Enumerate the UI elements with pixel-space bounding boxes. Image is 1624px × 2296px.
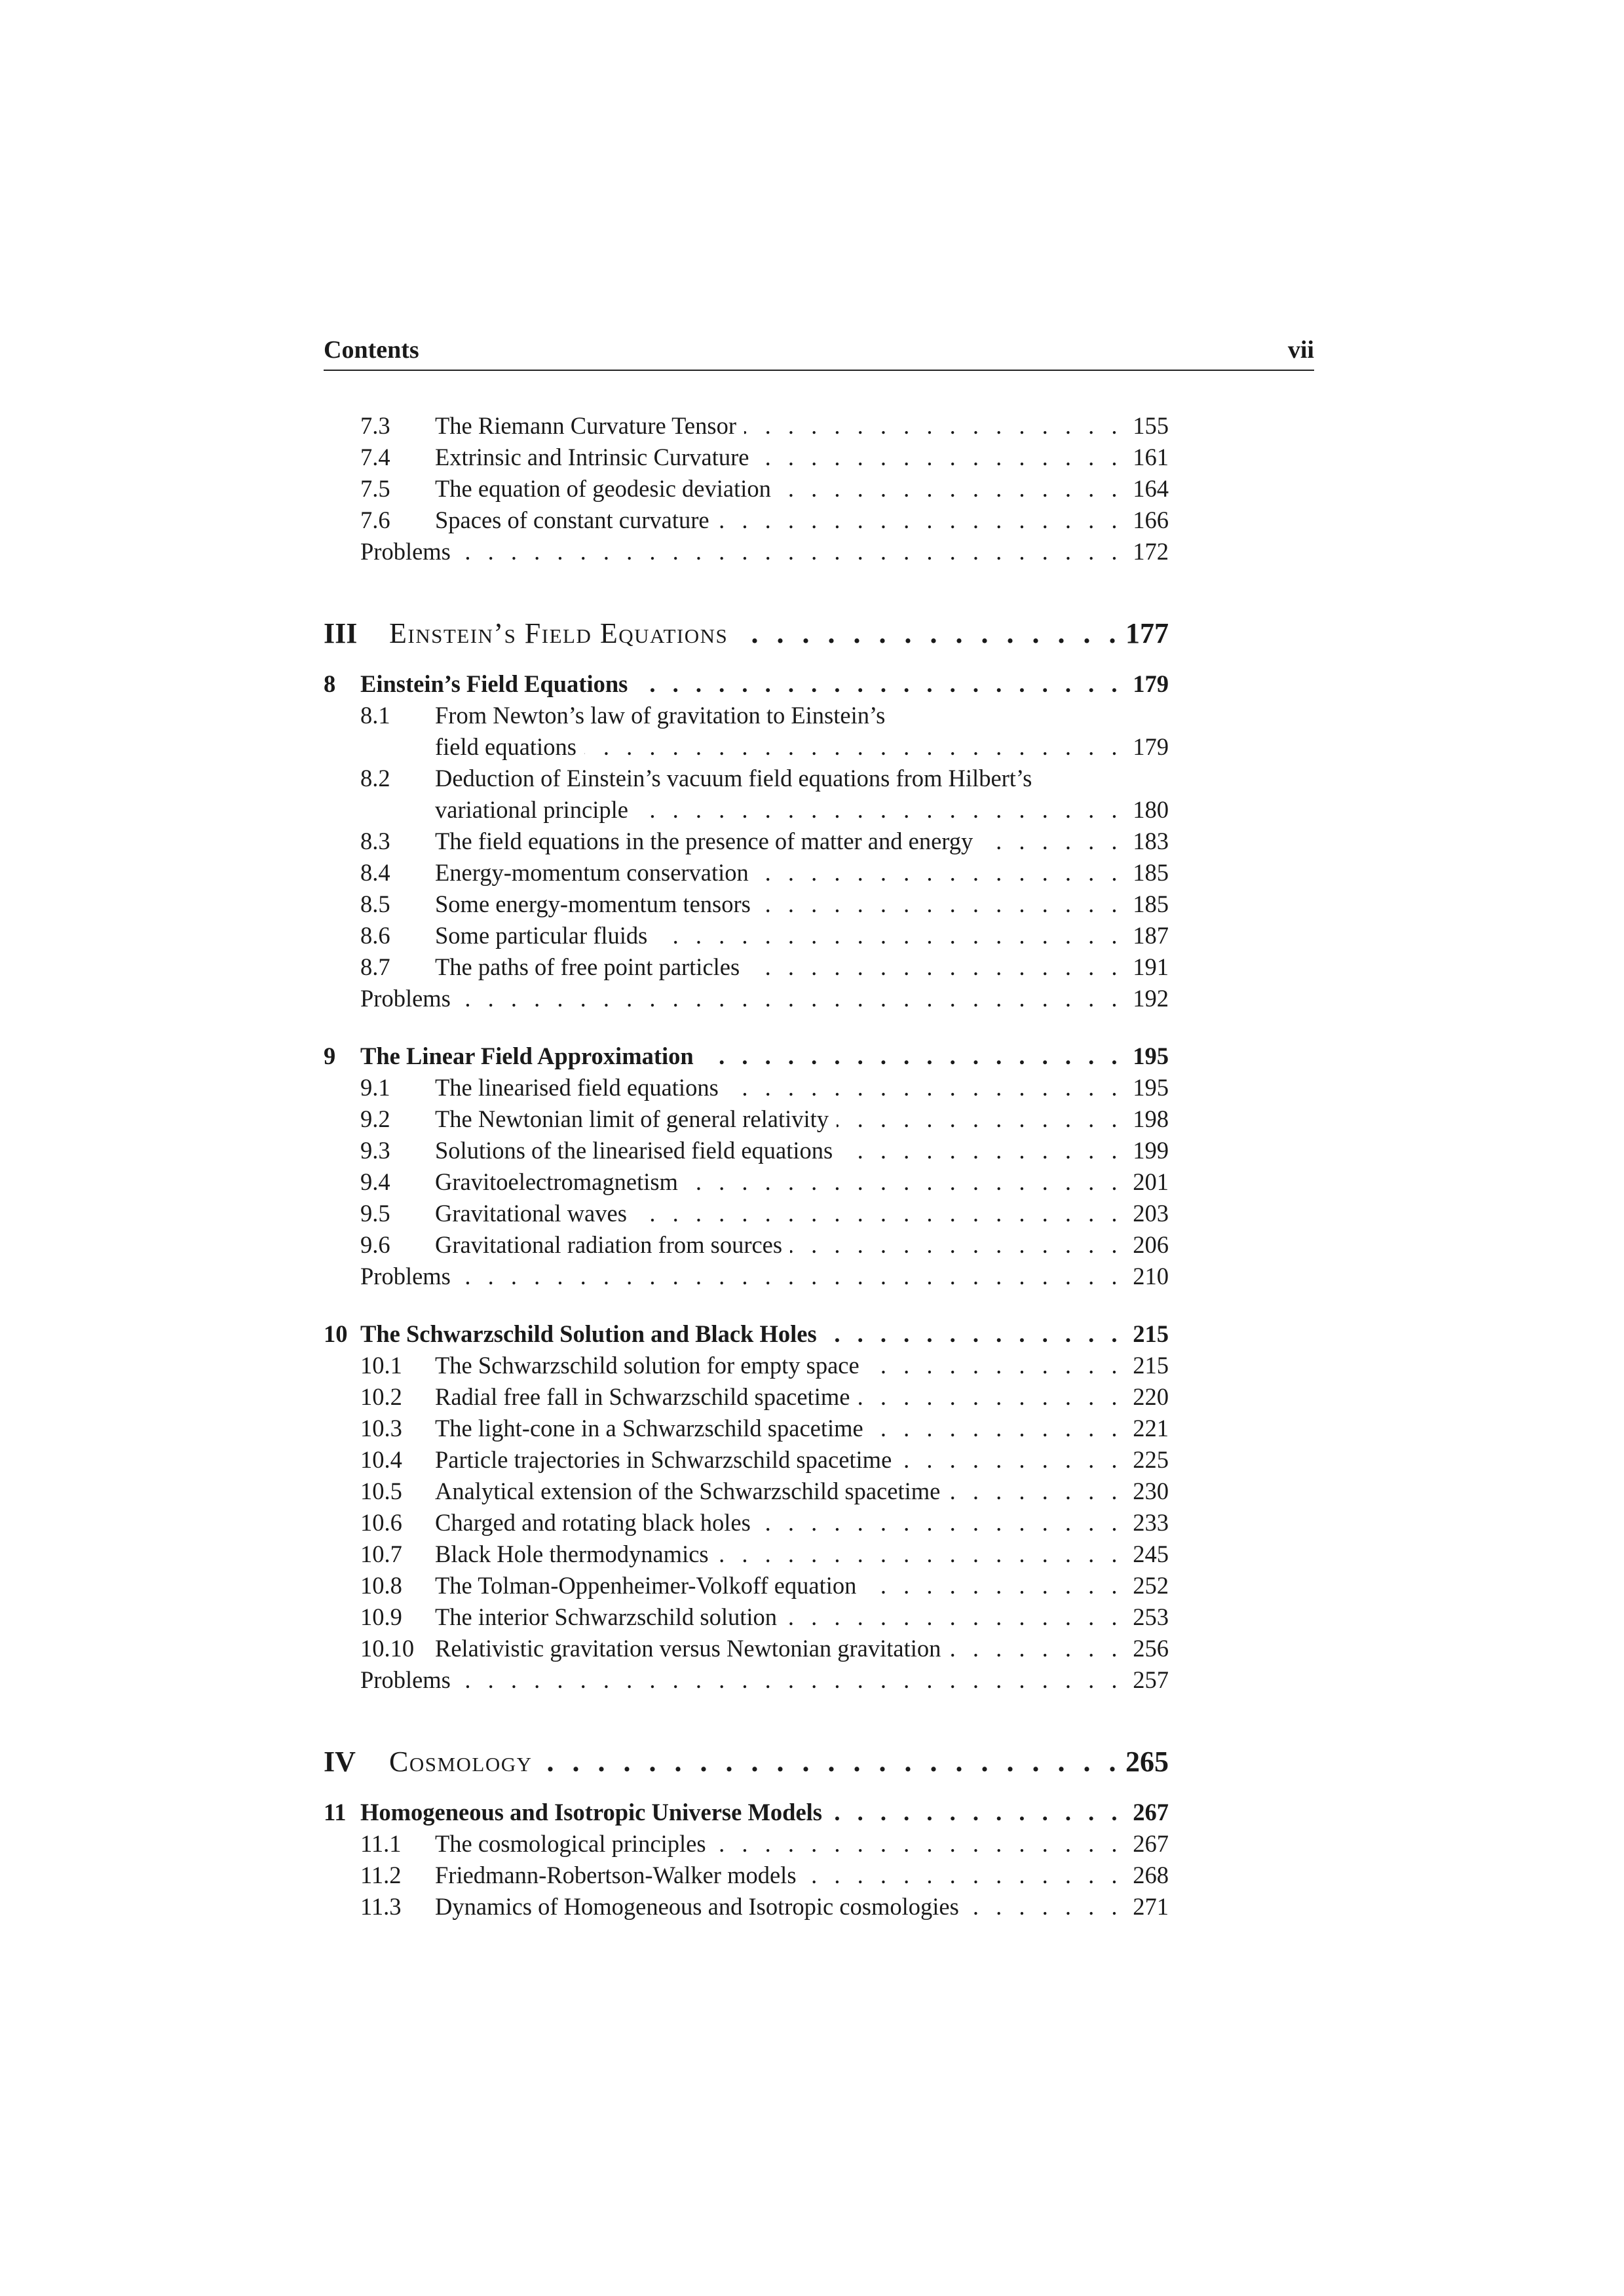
section-number: 8.4 <box>360 859 390 886</box>
section-page: 199 <box>1133 1137 1169 1164</box>
chapter-number: 8 <box>324 670 336 697</box>
section-number: 8.1 <box>360 702 390 729</box>
section-title-continued: field equations <box>435 733 576 760</box>
dot-leader <box>584 731 1123 763</box>
section-number: 9.5 <box>360 1200 390 1227</box>
dot-leader <box>867 1350 1123 1381</box>
section-page: 164 <box>1133 475 1169 502</box>
chapter-title: Homogeneous and Isotropic Universe Models <box>360 1799 822 1826</box>
problems-page: 192 <box>1133 985 1169 1012</box>
problems-page: 210 <box>1133 1263 1169 1290</box>
toc-section-8-5[interactable] <box>324 889 1169 920</box>
section-title: Gravitational radiation from sources <box>435 1231 783 1258</box>
section-number: 10.1 <box>360 1352 402 1379</box>
toc-section-8-6[interactable] <box>324 920 1169 951</box>
dot-leader <box>825 1318 1123 1350</box>
dot-leader <box>747 951 1123 983</box>
dot-leader <box>636 794 1123 826</box>
toc-section-7-4[interactable] <box>324 442 1169 473</box>
section-page: 185 <box>1133 890 1169 917</box>
section-title: Particle trajectories in Schwarzschild spacetime <box>435 1446 892 1473</box>
section-number: 10.2 <box>360 1383 402 1410</box>
toc-section-7-5[interactable] <box>324 473 1169 505</box>
dot-leader <box>459 1664 1123 1696</box>
part-page: 177 <box>1125 617 1169 649</box>
section-title: Charged and rotating black holes <box>435 1509 751 1536</box>
part-number: IV <box>324 1746 356 1778</box>
section-page: 233 <box>1133 1509 1169 1536</box>
dot-leader <box>899 1444 1123 1476</box>
section-page: 195 <box>1133 1074 1169 1101</box>
section-title: Extrinsic and Intrinsic Curvature <box>435 444 749 470</box>
dot-leader <box>790 1229 1123 1261</box>
chapter-page: 215 <box>1133 1320 1169 1347</box>
dot-leader <box>717 1539 1123 1570</box>
section-number: 7.3 <box>360 412 390 439</box>
chapter-number: 11 <box>324 1799 347 1826</box>
section-page: 220 <box>1133 1383 1169 1410</box>
dot-leader <box>967 1891 1123 1923</box>
section-title: Deduction of Einstein’s vacuum field equations from Hilbert’s <box>435 765 1032 792</box>
section-page: 198 <box>1133 1105 1169 1132</box>
section-page: 271 <box>1133 1893 1169 1920</box>
section-page: 252 <box>1133 1572 1169 1599</box>
dot-leader <box>858 1381 1123 1413</box>
problems-page: 172 <box>1133 538 1169 565</box>
section-page: 215 <box>1133 1352 1169 1379</box>
section-page: 206 <box>1133 1231 1169 1258</box>
section-number: 10.5 <box>360 1478 402 1504</box>
problems-page: 257 <box>1133 1666 1169 1693</box>
dot-leader <box>779 473 1123 505</box>
section-title: The Schwarzschild solution for empty space <box>435 1352 859 1379</box>
chapter-number: 10 <box>324 1320 348 1347</box>
running-header <box>324 333 1314 371</box>
chapter-number: 9 <box>324 1043 336 1069</box>
section-page: 245 <box>1133 1540 1169 1567</box>
dot-leader <box>744 410 1123 442</box>
dot-leader <box>785 1601 1123 1633</box>
section-title: The cosmological principles <box>435 1830 706 1857</box>
toc-section-9-3[interactable] <box>324 1135 1169 1166</box>
section-number: 10.10 <box>360 1635 415 1662</box>
section-page: 256 <box>1133 1635 1169 1662</box>
section-title: The paths of free point particles <box>435 953 740 980</box>
section-number: 10.3 <box>360 1415 402 1442</box>
dot-leader <box>804 1860 1123 1891</box>
toc-section-9-2[interactable] <box>324 1103 1169 1135</box>
toc-problems-ch8[interactable] <box>324 983 1169 1014</box>
toc-section-8-7[interactable] <box>324 951 1169 983</box>
section-number: 10.9 <box>360 1603 402 1630</box>
section-title: Spaces of constant curvature <box>435 507 709 533</box>
section-number: 8.2 <box>360 765 390 792</box>
table-of-contents <box>324 410 1169 1923</box>
section-page: 183 <box>1133 828 1169 854</box>
section-number: 7.6 <box>360 507 390 533</box>
section-page: 155 <box>1133 412 1169 439</box>
section-page: 268 <box>1133 1862 1169 1888</box>
chapter-title: Einstein’s Field Equations <box>360 670 628 697</box>
toc-section-11-3[interactable] <box>324 1891 1169 1923</box>
section-number: 11.1 <box>360 1830 402 1857</box>
dot-leader <box>864 1570 1123 1601</box>
problems-title: Problems <box>360 985 451 1012</box>
toc-section-8-2-cont[interactable] <box>324 794 1169 826</box>
toc-section-8-1-cont[interactable] <box>324 731 1169 763</box>
section-page: 201 <box>1133 1168 1169 1195</box>
section-number: 7.4 <box>360 444 390 470</box>
section-page: 267 <box>1133 1830 1169 1857</box>
section-page: 253 <box>1133 1603 1169 1630</box>
section-title: Dynamics of Homogeneous and Isotropic cosmologies <box>435 1893 959 1920</box>
section-page: 179 <box>1133 733 1169 760</box>
dot-leader <box>459 983 1123 1014</box>
dot-leader <box>837 1103 1123 1135</box>
section-title: Analytical extension of the Schwarzschild spacetime <box>435 1478 941 1504</box>
chapter-title: The Linear Field Approximation <box>360 1043 694 1069</box>
chapter-page: 179 <box>1133 670 1169 697</box>
toc-section-10-6[interactable] <box>324 1507 1169 1539</box>
toc-section-10-5[interactable] <box>324 1476 1169 1507</box>
section-title: The light-cone in a Schwarzschild spacetime <box>435 1415 863 1442</box>
section-number: 11.2 <box>360 1862 402 1888</box>
dot-leader <box>702 1041 1123 1072</box>
section-number: 9.4 <box>360 1168 390 1195</box>
section-number: 11.3 <box>360 1893 402 1920</box>
section-page: 161 <box>1133 444 1169 470</box>
section-title: The Newtonian limit of general relativity <box>435 1105 829 1132</box>
toc-part-4[interactable] <box>324 1740 1169 1784</box>
toc-section-8-2[interactable] <box>324 763 1169 794</box>
dot-leader <box>757 857 1123 889</box>
header-title: Contents <box>324 336 419 364</box>
section-page: 180 <box>1133 796 1169 823</box>
dot-leader <box>981 826 1123 857</box>
dot-leader <box>635 668 1123 700</box>
section-number: 8.7 <box>360 953 390 980</box>
section-title: Solutions of the linearised field equations <box>435 1137 833 1164</box>
section-number: 8.5 <box>360 890 390 917</box>
dot-leader <box>830 1797 1123 1828</box>
toc-section-10-4[interactable] <box>324 1444 1169 1476</box>
toc-section-8-4[interactable] <box>324 857 1169 889</box>
toc-section-11-2[interactable] <box>324 1860 1169 1891</box>
dot-leader <box>757 442 1123 473</box>
chapter-title: The Schwarzschild Solution and Black Holes <box>360 1320 817 1347</box>
toc-section-10-9[interactable] <box>324 1601 1169 1633</box>
section-page: 225 <box>1133 1446 1169 1473</box>
section-number: 10.6 <box>360 1509 402 1536</box>
toc-section-7-3[interactable] <box>324 410 1169 442</box>
part-number: III <box>324 617 358 649</box>
section-number: 10.7 <box>360 1540 402 1567</box>
toc-section-9-1[interactable] <box>324 1072 1169 1103</box>
dot-leader <box>759 889 1123 920</box>
dot-leader <box>459 1261 1123 1292</box>
section-title: The Riemann Curvature Tensor <box>435 412 736 439</box>
toc-problems-ch10[interactable] <box>324 1664 1169 1696</box>
part-page: 265 <box>1125 1746 1169 1778</box>
dot-leader <box>686 1166 1123 1198</box>
section-number: 7.5 <box>360 475 390 502</box>
part-title: Einstein’s Field Equations <box>389 617 728 649</box>
section-title: The equation of geodesic deviation <box>435 475 771 502</box>
dot-leader <box>727 1072 1123 1103</box>
section-page: 166 <box>1133 507 1169 533</box>
toc-chapter-9[interactable] <box>324 1041 1169 1072</box>
section-title: From Newton’s law of gravitation to Einstein’s <box>435 702 886 729</box>
section-title-continued: variational principle <box>435 796 628 823</box>
dot-leader <box>540 1740 1122 1784</box>
toc-section-8-3[interactable] <box>324 826 1169 857</box>
section-number: 9.2 <box>360 1105 390 1132</box>
section-title: Friedmann-Robertson-Walker models <box>435 1862 797 1888</box>
toc-section-9-5[interactable] <box>324 1198 1169 1229</box>
dot-leader <box>871 1413 1123 1444</box>
dot-leader <box>759 1507 1123 1539</box>
dot-leader <box>840 1135 1123 1166</box>
section-title: Some energy-momentum tensors <box>435 890 751 917</box>
section-title: Relativistic gravitation versus Newtonian gravitation <box>435 1635 941 1662</box>
toc-section-8-1[interactable] <box>324 700 1169 731</box>
toc-chapter-10[interactable] <box>324 1318 1169 1350</box>
section-page: 191 <box>1133 953 1169 980</box>
toc-section-7-6[interactable] <box>324 505 1169 536</box>
section-title: The field equations in the presence of matter and energy <box>435 828 973 854</box>
toc-section-9-6[interactable] <box>324 1229 1169 1261</box>
problems-title: Problems <box>360 538 451 565</box>
dot-leader <box>635 1198 1123 1229</box>
section-page: 203 <box>1133 1200 1169 1227</box>
toc-problems-ch9[interactable] <box>324 1261 1169 1292</box>
dot-leader <box>949 1633 1123 1664</box>
section-page: 230 <box>1133 1478 1169 1504</box>
section-number: 8.6 <box>360 922 390 949</box>
toc-section-11-1[interactable] <box>324 1828 1169 1860</box>
toc-section-10-10[interactable] <box>324 1633 1169 1664</box>
problems-title: Problems <box>360 1263 451 1290</box>
toc-chapter-11[interactable] <box>324 1797 1169 1828</box>
section-number: 10.8 <box>360 1572 402 1599</box>
section-title: The interior Schwarzschild solution <box>435 1603 778 1630</box>
dot-leader <box>459 536 1123 567</box>
section-title: The Tolman-Oppenheimer-Volkoff equation <box>435 1572 857 1599</box>
toc-section-10-2[interactable] <box>324 1381 1169 1413</box>
toc-section-10-3[interactable] <box>324 1413 1169 1444</box>
dot-leader <box>948 1476 1123 1507</box>
section-title: Energy-momentum conservation <box>435 859 749 886</box>
toc-section-10-1[interactable] <box>324 1350 1169 1381</box>
section-page: 187 <box>1133 922 1169 949</box>
problems-title: Problems <box>360 1666 451 1693</box>
section-title: Gravitoelectromagnetism <box>435 1168 678 1195</box>
section-number: 9.3 <box>360 1137 390 1164</box>
section-title: Black Hole thermodynamics <box>435 1540 709 1567</box>
section-page: 221 <box>1133 1415 1169 1442</box>
dot-leader <box>655 920 1123 951</box>
section-number: 9.1 <box>360 1074 390 1101</box>
toc-chapter-8[interactable] <box>324 668 1169 700</box>
toc-section-9-4[interactable] <box>324 1166 1169 1198</box>
toc-section-10-8[interactable] <box>324 1570 1169 1601</box>
toc-part-3[interactable] <box>324 612 1169 655</box>
toc-section-10-7[interactable] <box>324 1539 1169 1570</box>
dot-leader <box>736 612 1122 655</box>
section-title: Some particular fluids <box>435 922 648 949</box>
section-number: 10.4 <box>360 1446 402 1473</box>
section-number: 9.6 <box>360 1231 390 1258</box>
section-title: Gravitational waves <box>435 1200 627 1227</box>
dot-leader <box>717 505 1123 536</box>
section-title: Radial free fall in Schwarzschild spacetime <box>435 1383 850 1410</box>
page-number: vii <box>1287 336 1314 364</box>
chapter-page: 195 <box>1133 1043 1169 1069</box>
chapter-page: 267 <box>1133 1799 1169 1826</box>
section-page: 185 <box>1133 859 1169 886</box>
part-title: Cosmology <box>389 1746 533 1778</box>
section-number: 8.3 <box>360 828 390 854</box>
section-title: The linearised field equations <box>435 1074 719 1101</box>
toc-problems-ch7[interactable] <box>324 536 1169 567</box>
dot-leader <box>714 1828 1123 1860</box>
